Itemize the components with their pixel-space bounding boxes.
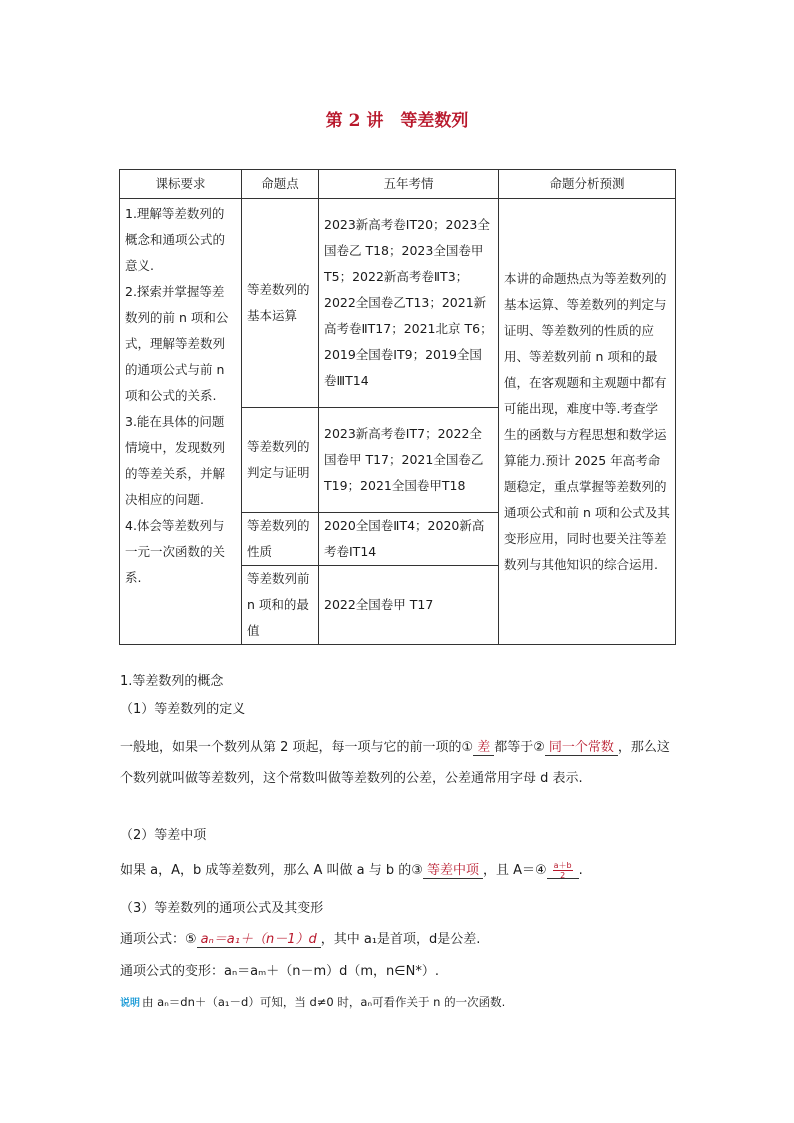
definition-paragraph: 一般地，如果一个数列从第 2 项起，每一项与它的前一项的① 差 都等于② 同一个常数 ，那么这个数列就叫做等差数列，这个常数叫做等差数列的公差，公差通常用字母 d 表示. xyxy=(120,740,670,786)
exams-cell: 2022全国卷甲 T17 xyxy=(319,566,499,645)
table-header-row xyxy=(120,170,676,199)
subsection-heading: （2）等差中项 xyxy=(120,828,207,843)
header-analysis: 命题分析预测 xyxy=(499,170,676,199)
header-exams: 五年考情 xyxy=(319,170,499,199)
point-cell: 等差数列的性质 xyxy=(242,513,319,566)
answer-blank-3: 等差中项 xyxy=(423,863,483,879)
answer-blank-4 xyxy=(547,863,579,879)
header-requirements: 课标要求 xyxy=(120,170,242,199)
page-title: 第 2 讲 等差数列 xyxy=(325,111,469,131)
subsection-heading: （1）等差数列的定义 xyxy=(120,702,246,717)
point-cell: 等差数列的基本运算 xyxy=(242,199,319,408)
requirements-cell: 1.理解等差数列的概念和通项公式的意义. 2.探索并掌握等差数列的前 n 项和公式，理解等差数列的通项公式与前 n 项和公式的关系. 3.能在具体的问题情境中，发现数列的等差关系，并解决相应的问题. 4.体会等差数列与一元一次函数的关系. xyxy=(120,199,242,645)
subsection-heading: （3）等差数列的通项公式及其变形 xyxy=(120,901,324,916)
fraction: $\frac{a+b}{2}$ xyxy=(553,861,572,880)
point-cell: 等差数列的判定与证明 xyxy=(242,408,319,513)
answer-blank-1: 差 xyxy=(473,740,494,756)
answer-blank-2: 同一个常数 xyxy=(545,740,618,756)
exams-cell: 2023新高考卷ⅠT20；2023全国卷乙 T18；2023全国卷甲 T5；2022新高考卷ⅡT3；2022全国卷乙T13；2021新高考卷ⅡT17；2021北京 T6；2019全国卷ⅠT9；2019全国卷ⅢT14 xyxy=(319,199,499,408)
exams-cell: 2020全国卷ⅡT4；2020新高考卷ⅠT14 xyxy=(319,513,499,566)
point-cell: 等差数列前 n 项和的最值 xyxy=(242,566,319,645)
section-heading: 1.等差数列的概念 xyxy=(120,674,224,689)
note-paragraph: 说明 由 aₙ＝dn＋（a₁－d）可知，当 d≠0 时，aₙ可看作关于 n 的一次函数. xyxy=(120,995,506,1009)
table-row xyxy=(120,199,676,408)
formula-variant: 通项公式的变形：aₙ＝aₘ＋（n－m）d（m，n∈N*）. xyxy=(120,964,439,979)
answer-blank-5: aₙ＝a₁＋（n－1）d xyxy=(197,932,321,948)
formula-paragraph: 通项公式：⑤ aₙ＝a₁＋（n－1）d ，其中 a₁是首项，d是公差. xyxy=(120,932,481,947)
course-table xyxy=(119,169,676,645)
exams-cell: 2023新高考卷ⅠT7；2022全国卷甲 T17；2021全国卷乙 T19；2021全国卷甲T18 xyxy=(319,408,499,513)
header-point: 命题点 xyxy=(242,170,319,199)
analysis-cell: 本讲的命题热点为等差数列的基本运算、等差数列的判定与证明、等差数列的性质的应用、等差数列前 n 项和的最值，在客观题和主观题中都有可能出现，难度中等.考查学生的函数与方程思想和数学运算能力.预计 2025 年高考命题稳定，重点掌握等差数列的通项公式和前 n 项和公式及其变形应用，同时也要关注等差数列与其他知识的综合运用. xyxy=(499,199,676,645)
note-tag: 说明 xyxy=(120,998,140,1009)
median-paragraph: 如果 a，A，b 成等差数列，那么 A 叫做 a 与 b 的③ 等差中项 ，且 A＝④ $\frac{a+b}{2}$ . xyxy=(120,861,583,880)
